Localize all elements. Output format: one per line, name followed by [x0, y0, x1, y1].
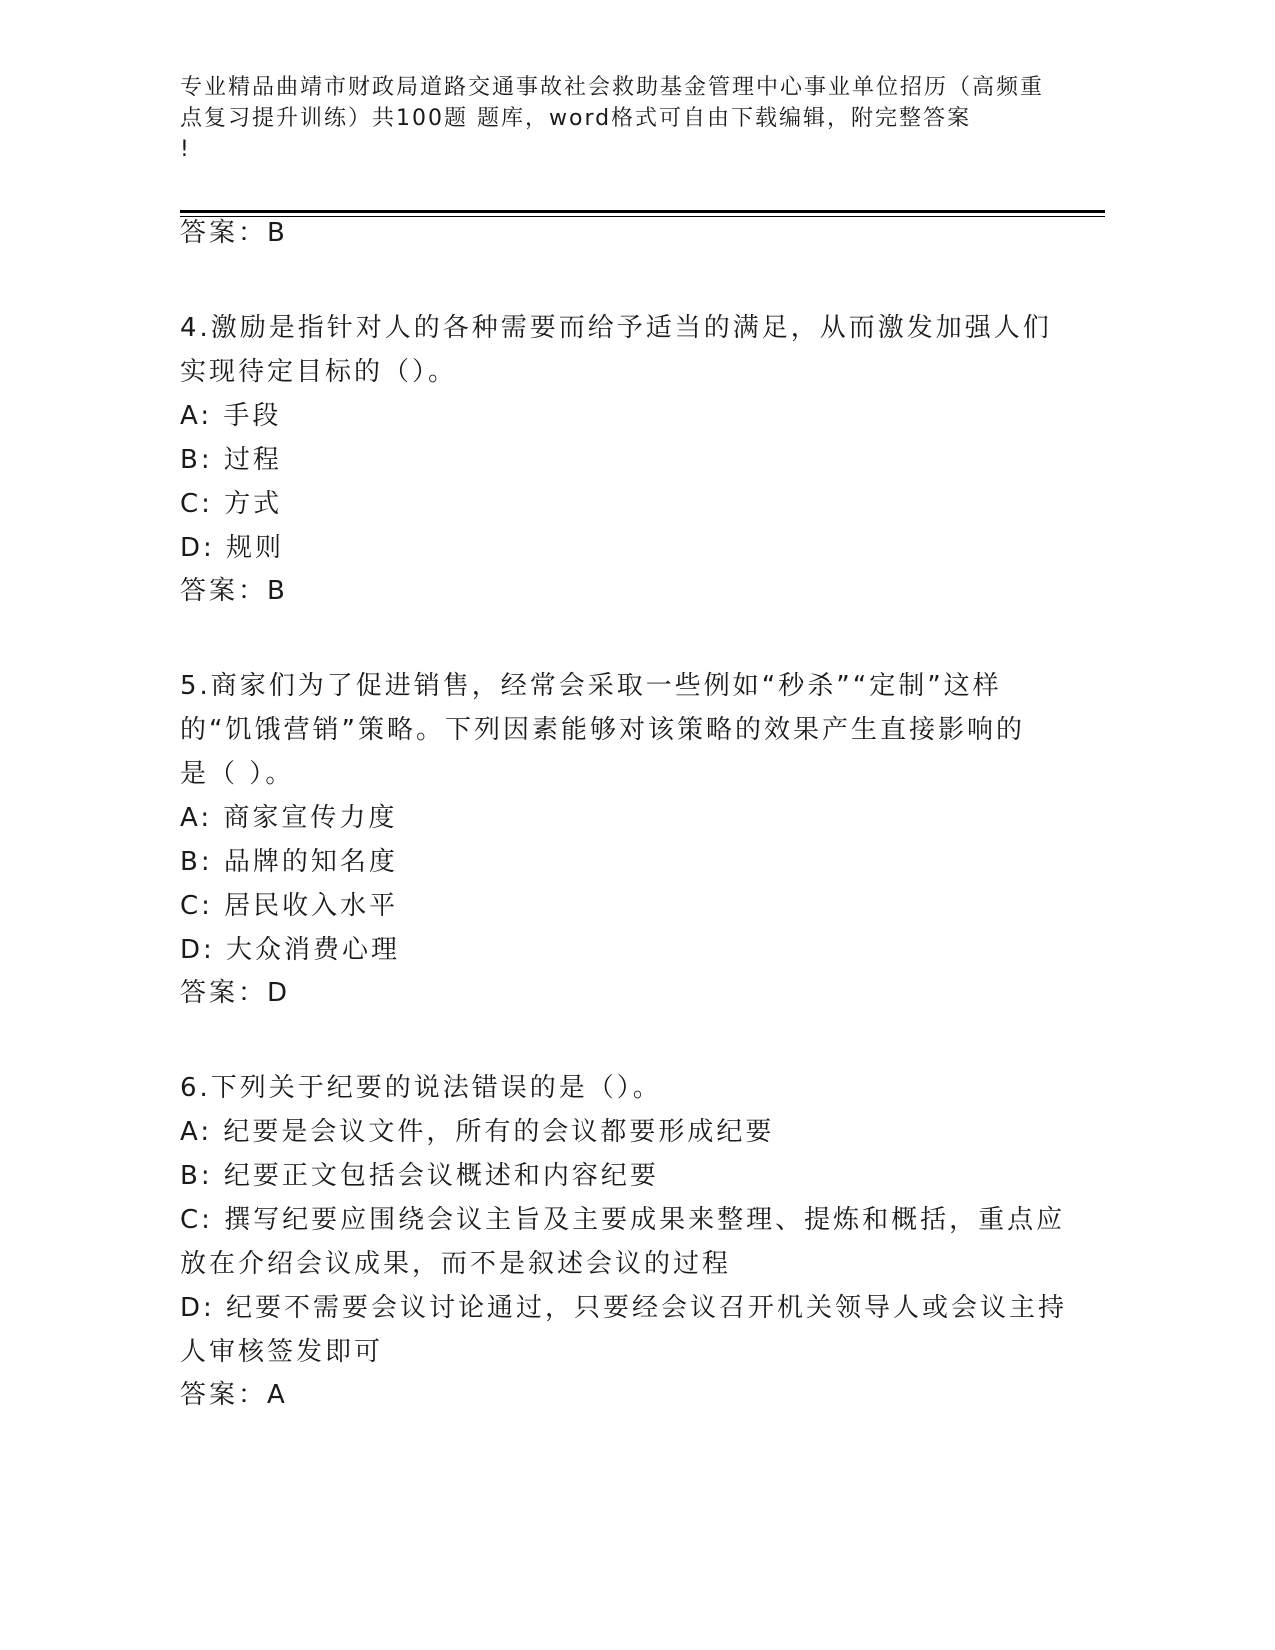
- question-stem: 4.激励是指针对人的各种需要而给予适当的满足，从而激发加强人们: [180, 313, 1052, 343]
- header-line: !: [180, 137, 191, 162]
- question-stem: 的“饥饿营销”策略。下列因素能够对该策略的效果产生直接影响的: [180, 715, 1025, 745]
- option-c: C: 居民收入水平: [180, 891, 399, 921]
- answer-line: 答案：A: [180, 1380, 288, 1410]
- answer-line: 答案：B: [180, 218, 288, 248]
- header-line: 点复习提升训练）共100题 题库，word格式可自由下载编辑，附完整答案: [180, 106, 972, 131]
- option-b: B: 品牌的知名度: [180, 847, 398, 877]
- option-a: A: 手段: [180, 401, 282, 431]
- question-list: [180, 212, 1068, 1416]
- question-block: [180, 664, 1060, 1014]
- option-a: A: 商家宣传力度: [180, 803, 398, 833]
- question-block: [180, 306, 1060, 612]
- option-d: D: 大众消费心理: [180, 935, 401, 965]
- document-header: [180, 72, 1050, 165]
- option-d: D: 纪要不需要会议讨论通过，只要经会议召开机关领导人或会议主持: [180, 1293, 1068, 1323]
- answer-line: 答案：B: [180, 576, 288, 606]
- option-c: 放在介绍会议成果，而不是叙述会议的过程: [180, 1249, 732, 1279]
- question-block: [180, 1066, 1068, 1416]
- answer-line: 答案：D: [180, 978, 291, 1008]
- option-a: A: 纪要是会议文件，所有的会议都要形成纪要: [180, 1117, 775, 1147]
- option-b: B: 纪要正文包括会议概述和内容纪要: [180, 1161, 659, 1191]
- option-d: 人审核签发即可: [180, 1337, 384, 1367]
- header-line: 专业精品曲靖市财政局道路交通事故社会救助基金管理中心事业单位招历（高频重: [180, 75, 1045, 100]
- question-stem: 6.下列关于纪要的说法错误的是（）。: [180, 1073, 662, 1103]
- question-stem: 5.商家们为了促进销售，经常会采取一些例如“秒杀”“定制”这样: [180, 671, 1002, 701]
- option-d: D: 规则: [180, 533, 285, 563]
- option-c: C: 撰写纪要应围绕会议主旨及主要成果来整理、提炼和概括，重点应: [180, 1205, 1066, 1235]
- question-stem: 实现待定目标的（）。: [180, 357, 458, 387]
- option-c: C: 方式: [180, 489, 283, 519]
- question-stem: 是（ ）。: [180, 759, 295, 789]
- option-b: B: 过程: [180, 445, 282, 475]
